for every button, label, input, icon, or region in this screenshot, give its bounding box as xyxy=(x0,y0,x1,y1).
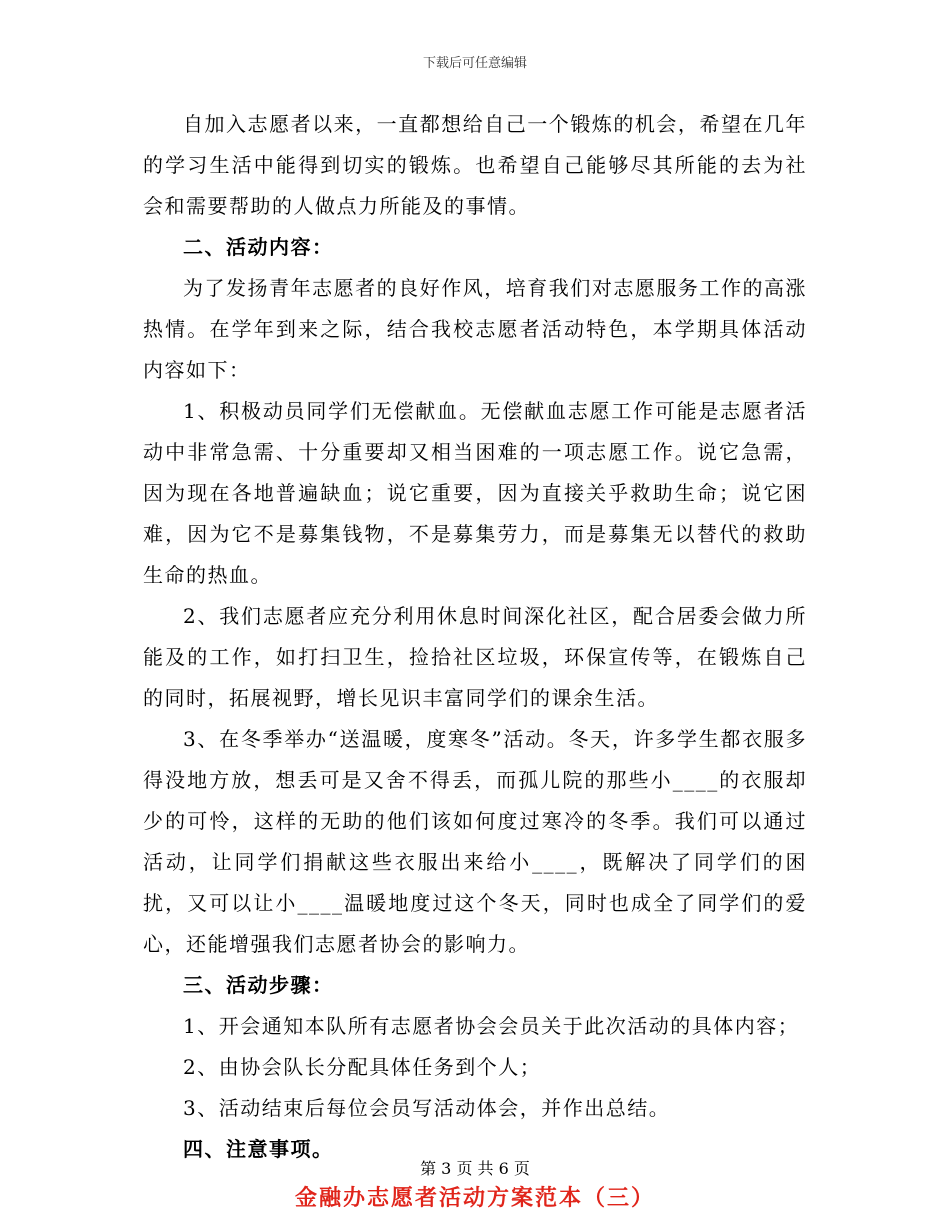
item-winter-warmth: 3、在冬季举办“送温暖，度寒冬”活动。冬天，许多学生都衣服多得没地方放，想丢可是又舍不得丢，而孤儿院的那些小____的衣服却少的可怜，这样的无助的他们该如何度过寒冷的冬季。我们可以通过活动，让同学们捐献这些衣服出来给小____，既解决了同学们的困扰，又可以让小____温暖地度过这个冬天，同时也成全了同学们的爱心，还能增强我们志愿者协会的影响力。 xyxy=(143,727,807,956)
heading-activity-steps: 三、活动步骤： xyxy=(183,973,334,997)
page-number: 第 3 页 共 6 页 xyxy=(420,1159,530,1178)
page-header-note: 下载后可任意编辑 xyxy=(422,56,527,71)
heading-notes: 四、注意事项。 xyxy=(183,1137,334,1161)
intro-paragraph: 自加入志愿者以来，一直都想给自己一个锻炼的机会，希望在几年的学习生活中能得到切实的锻炼。也希望自己能够尽其所能的去为社会和需要帮助的人做点力所能及的事情。 xyxy=(143,112,807,218)
next-section-title: 金融办志愿者活动方案范本（三） xyxy=(294,1185,655,1211)
step-1: 1、开会通知本队所有志愿者协会会员关于此次活动的具体内容； xyxy=(183,1014,800,1038)
step-3: 3、活动结束后每位会员写活动体会，并作出总结。 xyxy=(183,1096,671,1120)
item-community-service: 2、我们志愿者应充分利用休息时间深化社区，配合居委会做力所能及的工作，如打扫卫生，捡拾社区垃圾，环保宣传等，在锻炼自己的同时，拓展视野，增长见识丰富同学们的课余生活。 xyxy=(143,604,807,710)
document-body xyxy=(143,104,807,1220)
item-blood-donation: 1、积极动员同学们无偿献血。无偿献血志愿工作可能是志愿者活动中非常急需、十分重要却又相当困难的一项志愿工作。说它急需，因为现在各地普遍缺血；说它重要，因为直接关乎救助生命；说它困难，因为它不是募集钱物，不是募集劳力，而是募集无以替代的救助生命的热血。 xyxy=(143,399,807,587)
heading-activity-content: 二、活动内容： xyxy=(183,235,334,259)
activity-content-paragraph: 为了发扬青年志愿者的良好作风，培育我们对志愿服务工作的高涨热情。在学年到来之际，结合我校志愿者活动特色，本学期具体活动内容如下： xyxy=(143,276,807,382)
step-2: 2、由协会队长分配具体任务到个人； xyxy=(183,1055,542,1079)
